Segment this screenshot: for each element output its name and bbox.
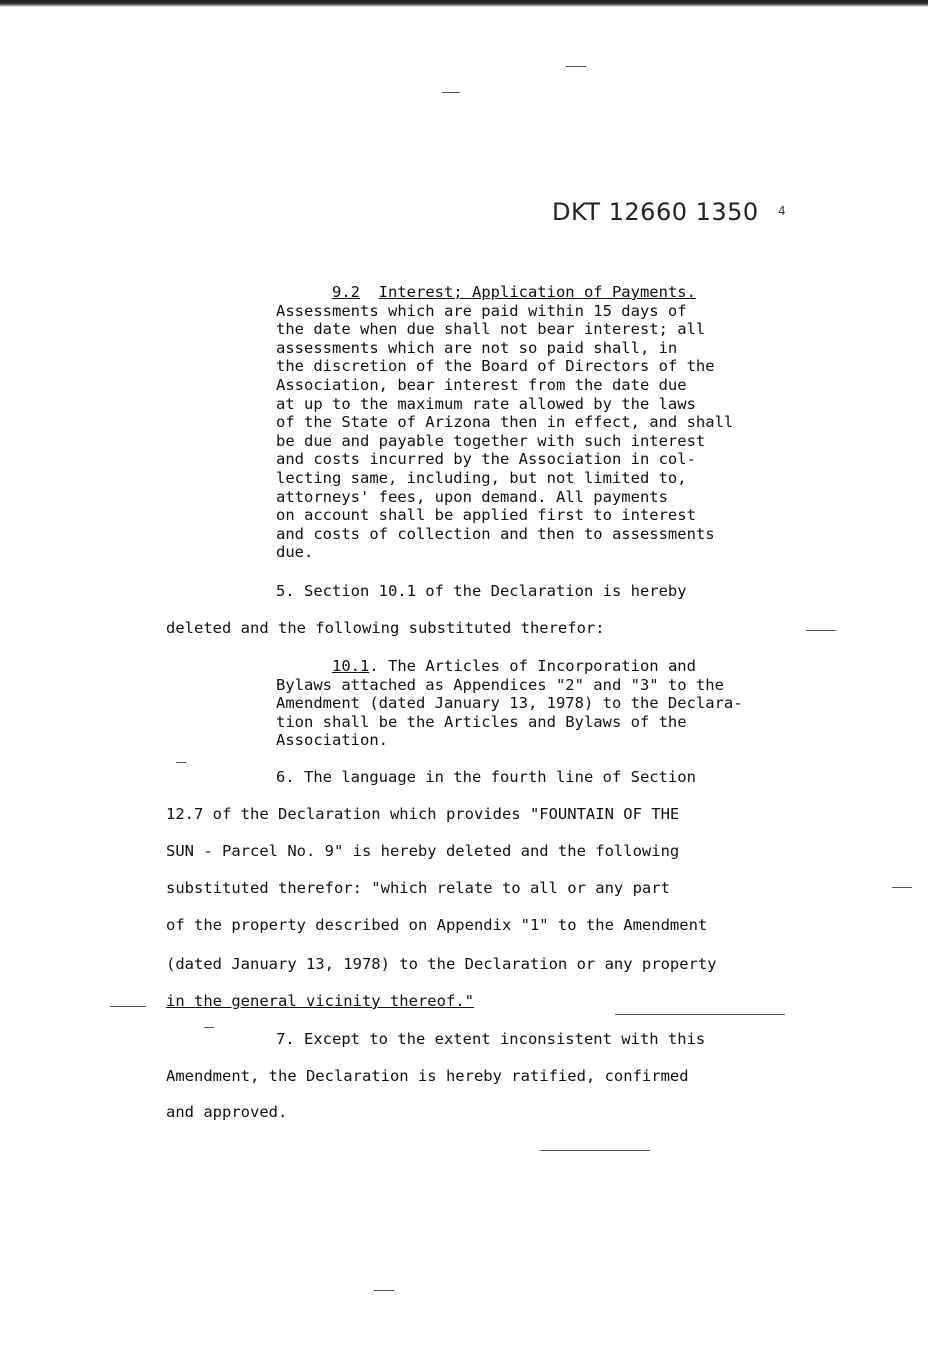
scan-speck [110, 1006, 146, 1007]
section-10-1-line: tion shall be the Articles and Bylaws of the [276, 712, 687, 731]
scan-speck [892, 887, 912, 888]
section-9-2-line: and costs incurred by the Association in col- [276, 450, 696, 469]
scan-speck [806, 630, 836, 631]
scan-speck [566, 66, 586, 67]
section-10-1-line: Amendment (dated January 13, 1978) to the Declara- [276, 694, 743, 713]
section-9-2-line: on account shall be applied first to interest [276, 506, 696, 525]
section-9-2-line: at up to the maximum rate allowed by the laws [276, 394, 696, 413]
section-9-2-line: attorneys' fees, upon demand. All payments [276, 487, 668, 506]
item-6-line: SUN - Parcel No. 9" is hereby deleted and the following [166, 842, 680, 860]
item-6-line: (dated January 13, 1978) to the Declaration or any property [166, 955, 717, 973]
section-9-2-number: 9.2 [332, 283, 360, 301]
item-7-line: and approved. [166, 1103, 288, 1121]
scan-speck [615, 1014, 785, 1015]
scan-speck [374, 1290, 394, 1291]
section-9-2-line: lecting same, including, but not limited to, [276, 469, 687, 487]
section-9-2-line: Association, bear interest from the date due [276, 376, 687, 394]
recording-number: DKT 12660 1350 [552, 198, 759, 226]
item-6-line: of the property described on Appendix "1" to the Amendment [166, 916, 708, 934]
scan-speck [204, 1027, 214, 1028]
section-10-1-line: Bylaws attached as Appendices "2" and "3" to the [276, 675, 724, 694]
section-9-2-line: be due and payable together with such interest [276, 431, 706, 450]
page-mark: 4 [778, 204, 786, 218]
scan-speck [176, 762, 186, 763]
item-5-line: 5. Section 10.1 of the Declaration is hereby [276, 582, 687, 600]
section-9-2-line: and costs of collection and then to assessments [276, 524, 715, 543]
section-9-2-line: due. [276, 543, 314, 562]
scan-speck [540, 1150, 650, 1151]
section-10-1-number: 10.1 [332, 657, 370, 675]
scan-speck [442, 92, 460, 93]
section-9-2-line: Assessments which are paid within 15 days of [276, 301, 687, 320]
section-10-1-line: Association. [276, 731, 388, 750]
item-6-line: 12.7 of the Declaration which provides "FOUNTAIN OF THE [166, 805, 680, 823]
section-9-2-line: assessments which are not so paid shall, in [276, 338, 678, 357]
item-7-line: 7. Except to the extent inconsistent with this [276, 1030, 706, 1048]
item-6-last-line-start: in the general [166, 992, 306, 1010]
section-9-2-heading [332, 283, 696, 302]
section-9-2-title: Interest; Application of Payments. [378, 283, 696, 301]
section-10-1-heading [332, 657, 696, 676]
item-6-line: 6. The language in the fourth line of Section [276, 768, 696, 786]
section-9-2-line: the discretion of the Board of Directors of the [276, 357, 715, 376]
section-9-2-line: of the State of Arizona then in effect, and shall [276, 413, 734, 432]
item-7-line: Amendment, the Declaration is hereby ratified, confirmed [166, 1067, 689, 1085]
item-6-last-line-underlined: vicinity thereof." [305, 992, 474, 1010]
item-6-line: substituted therefor: "which relate to all or any part [166, 879, 670, 897]
section-9-2-line: the date when due shall not bear interest; all [276, 320, 706, 339]
item-6-last-line [166, 992, 474, 1010]
section-10-1-first-line: . The Articles of Incorporation and [369, 657, 696, 675]
item-5-line: deleted and the following substituted therefor: [166, 619, 605, 637]
scan-top-edge [0, 0, 928, 7]
